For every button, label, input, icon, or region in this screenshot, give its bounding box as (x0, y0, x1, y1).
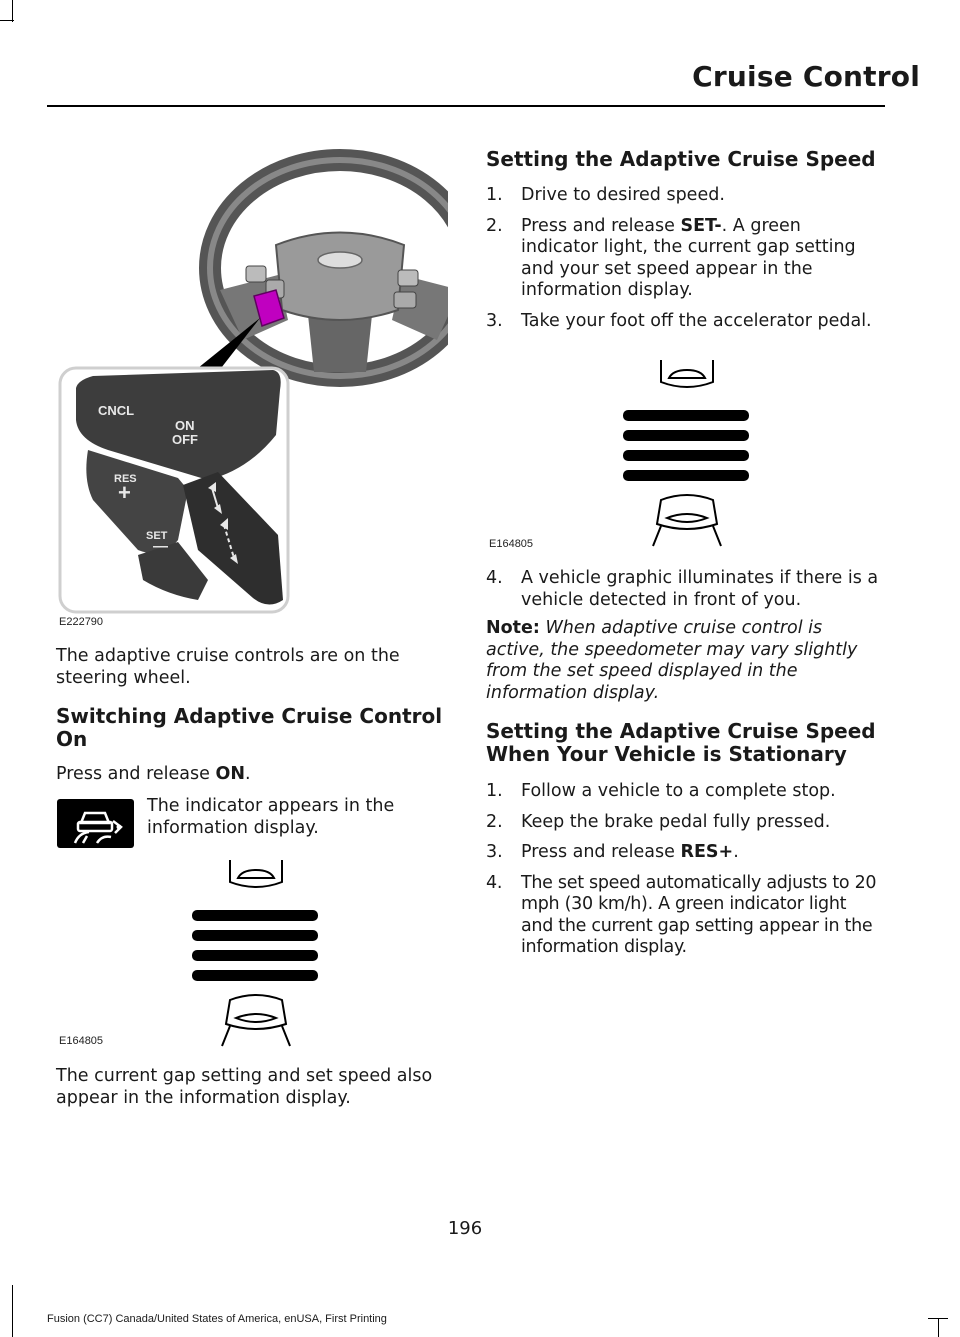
press-on-line (56, 764, 251, 786)
gap-text: The current gap setting and set speed also appear in the information display. (56, 1066, 433, 1108)
res-key: RES+ (680, 842, 734, 862)
note (486, 618, 881, 704)
section-heading-on: Switching Adaptive Cruise Control On (56, 704, 443, 751)
indicator-text: The indicator appears in the information display. (147, 796, 395, 838)
crop-mark (938, 1318, 939, 1337)
on-label: ON (175, 418, 195, 433)
gap-setting-graphic (617, 352, 757, 552)
crop-mark (0, 20, 14, 21)
off-label: OFF (172, 432, 198, 447)
adaptive-cruise-indicator-icon (57, 799, 134, 848)
set-label: SET (146, 530, 168, 542)
header-divider (47, 105, 885, 107)
list-item: 1. Drive to desired speed. (486, 185, 725, 205)
page-number: 196 (447, 1218, 483, 1239)
footer-text: Fusion (CC7) Canada/United States of America, enUSA, First Printing (47, 1313, 387, 1325)
page-title: Cruise Control (692, 60, 920, 93)
crop-mark (12, 1285, 13, 1337)
press-suffix: . (245, 764, 251, 784)
stationary-steps (486, 781, 881, 968)
cncl-label: CNCL (98, 403, 135, 418)
list-item: 3. Take your foot off the accelerator pedal. (486, 310, 872, 331)
intro-text: The adaptive cruise controls are on the steering wheel. (56, 646, 400, 688)
note-label: Note: (486, 618, 540, 638)
list-item: 1. Follow a vehicle to a complete stop. (486, 781, 836, 801)
gap-rocker-arrows-icon (198, 480, 258, 570)
res-label: RES (114, 473, 137, 485)
list-item: 2. Keep the brake pedal fully pressed. (486, 811, 831, 832)
steering-wheel-figure (48, 140, 448, 640)
gap-setting-graphic (186, 852, 326, 1052)
figure-id: E164805 (59, 1035, 104, 1047)
plus-label: + (118, 480, 131, 505)
list-item: 4. A vehicle graphic illuminates if there is a vehicle detected in front of you. (486, 568, 879, 610)
figure-id: E164805 (489, 538, 534, 550)
list-item: 4. The set speed automatically adjusts to 20 mph (30 km/h). A green indicator light and the current gap setting appear in the information display. (486, 872, 877, 957)
set-speed-steps (486, 185, 881, 341)
minus-label: — (153, 538, 168, 555)
on-key: ON (215, 764, 246, 784)
set-speed-step-4 (486, 568, 881, 620)
crop-mark (12, 0, 13, 22)
set-key: SET- (680, 215, 722, 236)
section-heading-set: Setting the Adaptive Cruise Speed (486, 147, 876, 171)
section-heading-stationary: Setting the Adaptive Cruise Speed When Your Vehicle is Stationary (486, 719, 876, 766)
figure-id: E222790 (59, 616, 104, 628)
list-item: 2. Press and release SET-. A green indicator light, the current gap setting and your set speed appear in the information display. (486, 215, 856, 300)
list-item: 3. Press and release RES+. (486, 842, 739, 862)
note-text: When adaptive cruise control is active, the speedometer may vary slightly from the set speed displayed in the information display. (486, 618, 858, 703)
crop-mark (928, 1318, 948, 1319)
press-prefix: Press and release (56, 764, 216, 784)
